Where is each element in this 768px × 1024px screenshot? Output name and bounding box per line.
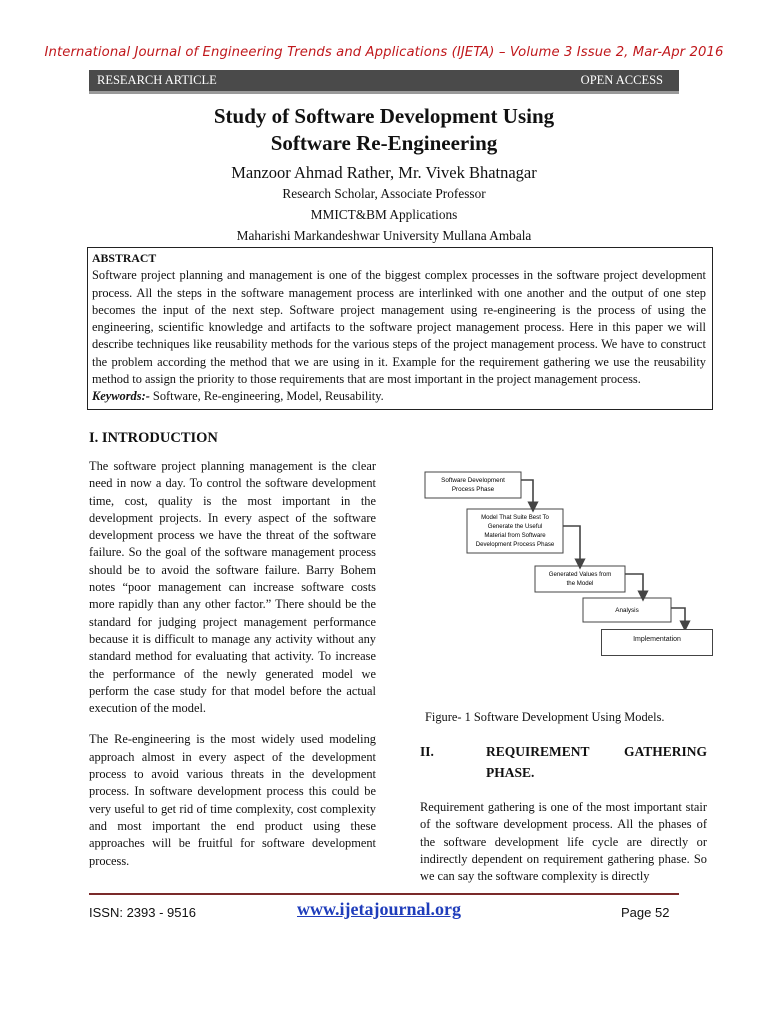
abstract-box [87, 247, 713, 410]
section-2-paragraph: Requirement gathering is one of the most important stair of the software development process. All the phases of the software development life cycle are directly or indirectly dependent on requirement gathering phase. So we can say the software complexity is directly [420, 800, 707, 884]
box2-line3: Material from Software [484, 532, 546, 539]
section-heading-introduction: I. INTRODUCTION [89, 430, 218, 446]
paper-title [0, 103, 768, 157]
box1-line1: Software Development [441, 477, 505, 484]
box-process-phase [425, 472, 521, 498]
flow-diagram [415, 468, 715, 638]
box2-line1: Model That Suite Best To [481, 514, 549, 521]
abstract-body: Software project planning and management is one of the biggest complex processes in the software project development process. All the steps in the software management process are interlinked with one another and the output of one step becomes the input of the next step. Software project management using re-engineering is the process of using the engineering, scientific knowledge and artifacts to the software project management process. Here in this paper we will describe techniques like reusability methods for the various steps of the project management process. We have to construct the problem according the method that we are using in it. Example for the requirement gathering we use the reusability method to assign the priority to those requirements that are most important in the project management process. [92, 268, 706, 387]
footer-rule [89, 893, 679, 895]
section-2-title-line2: PHASE. [486, 765, 535, 780]
arrow-1 [521, 480, 533, 507]
authors: Manzoor Ahmad Rather, Mr. Vivek Bhatnagar [231, 163, 537, 182]
arrow-3 [625, 574, 643, 596]
article-banner [89, 70, 679, 94]
figure-1-diagram [415, 468, 715, 638]
arrow-4 [671, 608, 685, 626]
figure-caption: Figure- 1 Software Development Using Models. [425, 710, 665, 724]
affiliation-dept: MMICT&BM Applications [310, 207, 458, 222]
intro-paragraph-1: The software project planning management is the clear need in now a day. To control the software development time, cost, quality is the most important in the development projects. In every aspect of the software development process we have the threat of the software failure. So the goal of the software management process should be to avoid the software failure. Barry Bohem notes “poor management can increase software costs more rapidly than any other factor.” There should be the standard for judging project management performance because it is difficult to manage any activity without any standard method for evaluating that activity. To increase the performance of the newly generated model we perform the case study for that model before the actual execution of the model. [89, 459, 376, 716]
section-2-title-line1: REQUIREMENT GATHERING [486, 744, 707, 759]
box2-line4: Development Process Phase [475, 541, 555, 548]
page-number: Page 52 [621, 905, 670, 920]
article-type: RESEARCH ARTICLE [97, 73, 217, 87]
arrow-2 [563, 526, 580, 564]
box-generated-values [535, 566, 625, 592]
keywords [92, 388, 706, 405]
box3-line2: the Model [566, 580, 594, 587]
abstract-heading: ABSTRACT [92, 251, 157, 265]
title-line-1: Study of Software Development Using [213, 104, 555, 128]
keywords-label: Keywords:- [92, 389, 150, 404]
journal-url-link[interactable]: www.ijetajournal.org [297, 899, 461, 919]
box5-label: Implementation [633, 636, 681, 643]
keywords-text: Software, Re-engineering, Model, Reusability. [149, 389, 384, 404]
affiliation-role: Research Scholar, Associate Professor [282, 186, 486, 201]
introduction-column [89, 458, 376, 884]
section-2-column [420, 799, 707, 899]
title-line-2: Software Re-Engineering [270, 131, 498, 155]
intro-paragraph-2: The Re-engineering is the most widely used modeling approach almost in every aspect of the development process to avoid various threats in the development process. In software development process this could be very useful to get rid of time complexity, cost complexity and most important the end product using these approaches will be fruitful for software development process. [89, 732, 376, 868]
box2-line2: Generate the Useful [487, 523, 543, 530]
box4-label: Analysis [615, 607, 639, 614]
box3-line1: Generated Values from [548, 571, 612, 578]
box1-line2: Process Phase [451, 486, 495, 493]
box-implementation [601, 629, 713, 656]
journal-header: International Journal of Engineering Trends and Applications (IJETA) – Volume 3 Issue 2, Mar-Apr 2016 [44, 45, 724, 60]
section-2-number: II. [420, 744, 434, 759]
footer-issn: ISSN: 2393 - 9516 [89, 905, 196, 920]
affiliation-university: Maharishi Markandeshwar University Mullana Ambala [236, 228, 532, 243]
open-access-label: OPEN ACCESS [580, 73, 663, 87]
